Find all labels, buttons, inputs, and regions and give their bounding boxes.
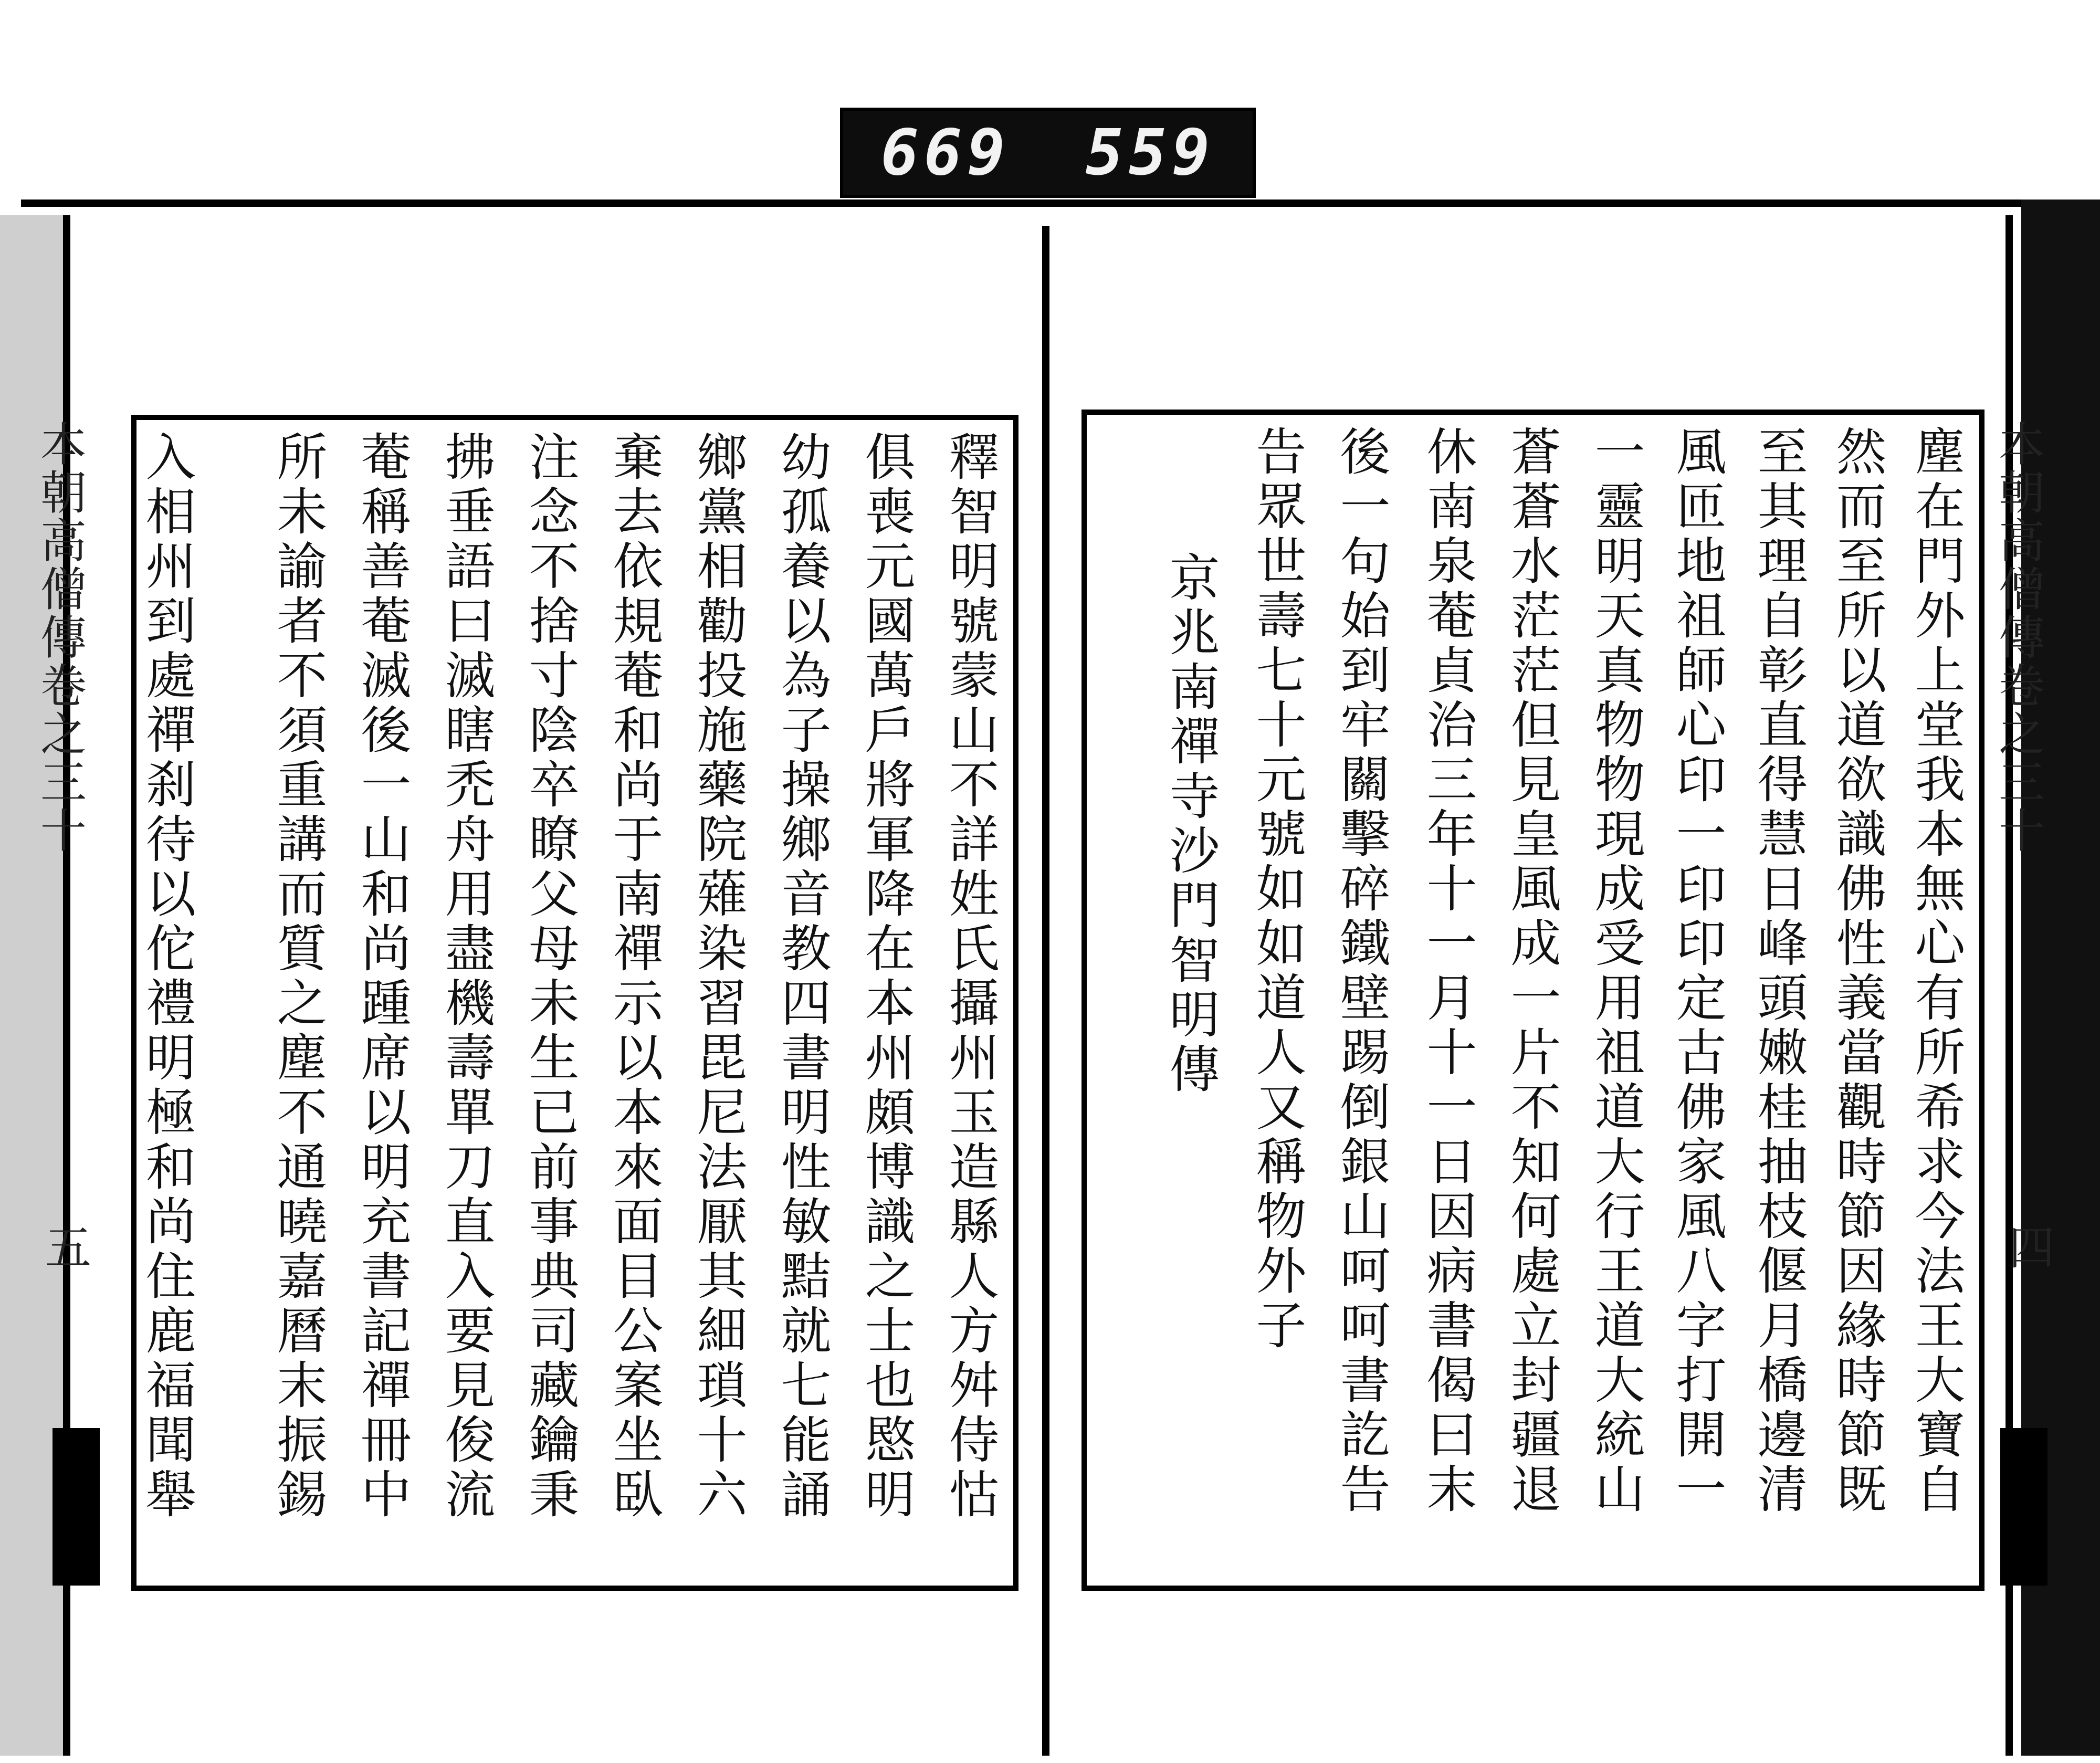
left-text-column: 拂垂語曰滅瞎禿舟用盡機壽單刀直入要見俊流 — [437, 431, 496, 1523]
left-text-column: 鄉黨相勸投施藥院薙染習毘尼法厭其細瑣十六 — [689, 431, 748, 1523]
call-number-label — [840, 108, 1256, 198]
call-number-primary: 669 — [880, 116, 1011, 190]
left-text-column: 入相州到處禪刹待以佗禮明極和尚住鹿福聞舉 — [138, 431, 196, 1523]
book-gutter — [1042, 226, 1049, 1756]
left-text-column: 菴稱善菴滅後一山和尚踵席以明充書記禪冊中 — [353, 431, 412, 1523]
call-number-secondary: 559 — [1085, 116, 1215, 190]
right-text-column: 塵在門外上堂我本無心有所希求今法王大寶自 — [1907, 425, 1966, 1517]
left-folio: 五 — [38, 1223, 92, 1269]
right-text-column: 然而至所以道欲識佛性義當觀時節因緣時節既 — [1828, 425, 1887, 1517]
right-margin-title: 本朝高僧傳卷之三十 — [1991, 420, 2045, 855]
right-text-column: 至其理自彰直得慧日峰頭嫩桂抽枝偃月橋邊清 — [1749, 425, 1808, 1517]
right-text-column: 一靈明天真物物現成受用祖道大行王道大統山 — [1587, 425, 1645, 1517]
left-page-tab — [52, 1428, 100, 1586]
right-page-tab — [2000, 1428, 2048, 1586]
left-text-column: 所未諭者不須重講而質之塵不通曉嘉曆末振錫 — [269, 431, 328, 1523]
left-text-column: 俱喪元國萬戶將軍降在本州頗博識之士也愍明 — [857, 431, 916, 1523]
right-text-column: 風匝地祖師心印一印印定古佛家風八字打開一 — [1668, 425, 1727, 1517]
left-text-column: 棄去依規菴和尚于南禪示以本來面目公案坐臥 — [605, 431, 664, 1523]
right-text-column: 休南泉菴貞治三年十一月十一日因病書偈曰末 — [1419, 425, 1477, 1517]
left-text-column: 釋智明號蒙山不詳姓氏攝州玉造縣人方舛侍怙 — [941, 431, 1000, 1523]
right-byline-column: 京兆南禪寺沙門智明傳 — [1161, 551, 1220, 1097]
right-folio: 四 — [2001, 1223, 2055, 1269]
right-text-column: 後一句始到牢關擊碎鐵壁踢倒銀山呵呵書訖告 — [1332, 425, 1391, 1517]
left-text-column: 注念不捨寸陰卒瞭父母未生已前事典司藏鑰秉 — [521, 431, 580, 1523]
left-margin-title: 本朝高僧傳卷之三十 — [33, 420, 87, 855]
right-text-column: 蒼蒼水茫茫但見皇風成一片不知何處立封疆退 — [1503, 425, 1561, 1517]
right-text-column: 告眾世壽七十元號如如道人又稱物外子 — [1248, 425, 1307, 1353]
left-text-column: 幼孤養以為子操鄉音教四書明性敏黠就七能誦 — [773, 431, 832, 1523]
